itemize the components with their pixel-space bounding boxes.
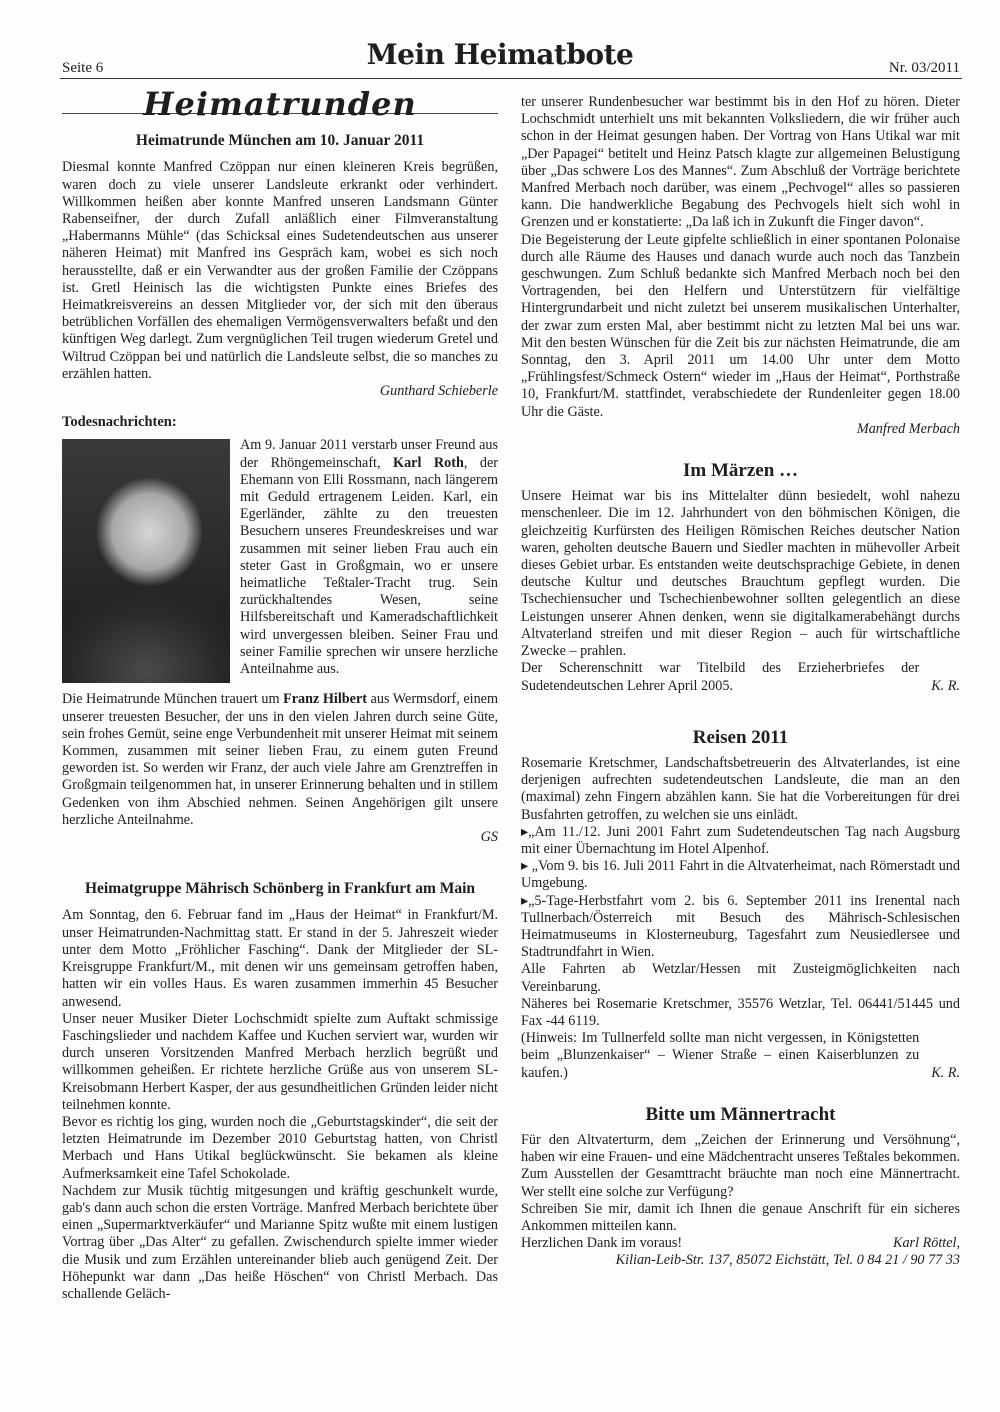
left-column (62, 85, 499, 1303)
obituary-block (62, 437, 498, 683)
signature-row (521, 1030, 960, 1082)
article-paragraph: (Hinweis: Im Tullnerfeld sollte man nicht vergessen, in Königstetten beim „Blunzenkaiser“ – Wiener Straße – einen Kaiserblunzen zu kaufen.) (521, 1030, 920, 1081)
article-heading-tracht: Bitte um Männertracht (645, 1103, 836, 1125)
section-title: Heimatrunden (143, 85, 417, 123)
article-heading-muenchen: Heimatrunde München am 10. Januar 2011 (135, 132, 425, 150)
masthead: Mein Heimatbote (366, 38, 634, 71)
article-paragraph: Schreiben Sie mir, damit ich Ihnen die genaue Anschrift für ein sicheres Ankommen mitteilen kann. (521, 1200, 960, 1234)
signature: Manfred Merbach (856, 420, 960, 437)
portrait-photo (62, 439, 230, 683)
signature-row (521, 660, 960, 694)
signature: Karl Röttel, (893, 1235, 960, 1252)
signature: Gunthard Schieberle (379, 383, 498, 400)
article-paragraph: Die Begeisterung der Leute gipfelte schließlich in einer spontanen Polonaise durch alle Räume des Hauses und danach wurde auch noch das Tanzbein geschwungen. Zum Schluß bedankte sich Manfred Merbach noch bei den Vortragenden, bei den Helfern und Unterstützern für vielfältige Hintergrundarbeit und nicht zuletzt bei unserem musikalischen Unterhalter, der zwar zum ersten Mal, aber bestimmt nicht zu letzten Mal bei uns war. Mit den besten Wünschen für die Zeit bis zur nächsten Heimatrunde, die am Sonntag, den 3. April 2011 um 14.00 Uhr unter dem Motto „Frühlingsfest/Schmeck Ostern“ wieder im „Haus der Heimat“, Porthstraße 10, Frankfurt/M. stattfindet, verabschiedete der Rundenleiter gegen 18.00 Uhr die Gäste. (521, 231, 960, 420)
obituaries-heading: Todesnachrichten: (62, 414, 177, 431)
article-paragraph: Der Scherenschnitt war Titelbild des Erzieherbriefes der Sudetendeutschen Lehrer April 2005. (521, 660, 920, 694)
article-heading-frankfurt: Heimatgruppe Mährisch Schönberg in Frankfurt am Main (84, 880, 476, 898)
signature: GS (480, 829, 498, 846)
page-number: Seite 6 (62, 60, 104, 76)
name-karl-roth: Karl Roth (393, 454, 464, 471)
header-rule (60, 78, 962, 79)
signature-row (521, 1235, 960, 1252)
article-paragraph: Für den Altvaterturm, dem „Zeichen der Erinnerung und Versöhnung“, haben wir eine Frauen- und eine Mädchentracht unseres Teßtales bekommen. Zum Ausstellen der Gesamttracht bräuchte man noch eine Männertracht. Wer stellt eine solche zur Verfügung? (521, 1131, 960, 1200)
article-paragraph: Rosemarie Kretschmer, Landschaftsbetreuerin des Altvaterlandes, ist eine derjenigen aufrechten sudetendeutschen Landsleute, die man an den (maximal) zehn Fingern abzählen kann. Sie hat die Vorbereitungen für drei Busfahrten getroffen, zu welchen sie uns einlädt. (521, 754, 960, 823)
address: Kilian-Leib-Str. 137, 85072 Eichstätt, Tel. 0 84 21 / 90 77 33 (615, 1252, 960, 1269)
article-paragraph: Unsere Heimat war bis ins Mittelalter dünn besiedelt, wohl nahezu menschenleer. Die im 12. Jahrhundert von den böhmischen Königen, die gleichzeitig Kurfürsten des Heiligen Römischen Reiches deutscher Nation waren, geholten deutsche Bauern und Siedler machten in mühevoller Arbeit dieses Gebiet urbar. Es entstanden weite deutschsprachige Gebiete, in denen deutsche Kultur und deutsches Brauchtum gepflegt wurden. Die Tschechiensucher und Tschechienbewohner sollten gelegentlich an diese Leistungen unserer Ahnen denken, wenn sie digitalkamerabehängt durchs Altvaterland streifen und mit dieser Region – auch für wirtschaftliche Zwecke – prahlen. (521, 488, 960, 660)
obituary-hilbert: Die Heimatrunde München trauert um Franz Hilbert aus Wermsdorf, einem unserer treuesten Besucher, der uns in den vielen Jahren durch seine Güte, sein frohes Gemüt, seine enge Verbundenheit mit unserer Heimat mit seinem Kommen, zusammen mit seiner lieben Frau, zu einem guten Freund geworden ist. So werden wir Franz, der auch viele Jahre am Grenztreffen in Großgmain teilgenommen hat, in unserer Erinnerung behalten und in stillem Gedenken von ihm Abschied nehmen. Seinen Angehörigen gilt unsere herzliche Anteilnahme. (62, 691, 499, 828)
obituary-roth: Am 9. Januar 2011 verstarb unser Freund aus der Rhöngemeinschaft, Karl Roth, der Ehemann von Elli Rossmann, nach längerem mit Geduld ertragenem Leiden. Karl, ein Egerländer, zählte zu den treuesten Besuchern unseres Freundeskreises und war zusammen mit seiner lieben Frau auch ein steter Gast in Großgmain, wo er unsere heimatliche Teßtaler-Tracht trug. Sein zurückhaltendes Wesen, seine Hilfsbereitschaft und Kameradschaftlichkeit wird unvergessen bleiben. Seiner Frau und seiner Familie sprechen wir unsere herzliche Anteilnahme aus. (240, 437, 498, 678)
signature: K. R. (931, 1064, 960, 1081)
trip-item: ▸„5-Tage-Herbstfahrt vom 2. bis 6. September 2011 ins Irenental nach Tullnerbach/Österreich mit Besuch des Mährisch-Schlesischen Heimatmuseums in Klosterneuburg, Tagesfahrt zum Neusiedlersee und Stadtrundfahrt in Wien. (521, 892, 960, 961)
issue-number: Nr. 03/2011 (888, 60, 960, 76)
article-heading-reisen: Reisen 2011 (692, 726, 789, 748)
article-paragraph: Nachdem zur Musik tüchtig mitgesungen und kräftig geschunkelt wurde, gab's dann auch schon die ersten Vorträge. Manfred Merbach berichtete über einen „Supermarktverkäufer“ und Marianne Spitz wußte mit einem lustigen Vortrag über „Das Alter“ zu gefallen. Zwischendurch spielte immer wieder die Musik und zum Erzählen untereinander blieb auch genügend Zeit. Der Höhepunkt war dann „Das heiße Höschen“ von Christl Merbach. Das schallende Geläch- (62, 1182, 498, 1302)
article-paragraph: Näheres bei Rosemarie Kretschmer, 35576 Wetzlar, Tel. 06441/51445 und Fax -44 6119. (521, 995, 960, 1029)
signature: K. R. (931, 677, 960, 694)
article-paragraph: ter unserer Rundenbesucher war bestimmt bis in den Hof zu hören. Dieter Lochschmidt unterhielt uns mit bekannten Volksliedern, die wir früher auch schon in der Heimat gesungen haben. Der Vortrag von Hans Utikal war mit „Der Papagei“ betitelt und Heinz Patsch klagte zur allgemeinen Belustigung über „Das schwere Los des Mannes“. Zum Abschluß der Vorträge berichtete Manfred Merbach noch darüber, was einem „Pechvogel“ alles so passieren kann. Die handwerkliche Begabung des Pechvogels hielt sich wohl in Grenzen und er konstatierte: „Da laß ich in Zukunft die Finger davon“. (521, 94, 960, 231)
article-paragraph: Unser neuer Musiker Dieter Lochschmidt spielte zum Auftakt schmissige Faschingslieder und nachdem Kaffee und Kuchen serviert war, wurden wir durch unseren Vorsitzenden Manfred Merbach herzlich begrüßt und willkommen geheißen. Er richtete herzliche Grüße aus von unserem SL-Kreisobmann Herbert Kasper, der aus gesundheitlichen Gründen leider nicht teilnehmen konnte. (62, 1010, 498, 1113)
closing-line: Herzlichen Dank im voraus! (521, 1235, 683, 1252)
right-column (521, 94, 960, 1270)
article-paragraph: Diesmal konnte Manfred Czöppan nur einen kleineren Kreis begrüßen, waren doch zu viele unserer Landsleute erkrankt oder verhindert. Willkommen heißen aber konnte Manfred unseren Landsmann Günter Rabenseifner, der durch Zufall anläßlich einer Filmveranstaltung „Habermanns Mühle“ (das Schicksal eines Sudetendeutschen aus unserer näheren Heimat) mit Manfred ins Gespräch kam, wobei es sich noch herausstellte, daß er ein Verwandter aus der großen Familie der Czöppans ist. Gretl Heinisch las die wichtigsten Punkte eines Briefes des Heimatkreisvereins an dessen Mitglieder vor, der sich mit den überaus betrüblichen Vorfällen des ehemaligen Vermögensverwalters befaßt und den künftigen Weg darlegt. Zum vergnüglichen Teil trugen wiederum Gretel und Wiltrud Czöppan bei und natürlich die Landsleute selbst, die so manches zu erzählen hatten. (62, 159, 498, 382)
article-heading-maerzen: Im Märzen … (682, 460, 799, 482)
article-paragraph: Am Sonntag, den 6. Februar fand im „Haus der Heimat“ in Frankfurt/M. unser Heimatrunden-Nachmittag statt. Er stand in der 5. Jahreszeit wieder unter dem Motto „Fröhlicher Fasching“. Dank der Mitglieder der SL-Kreisgruppe Frankfurt/M., mit denen wir uns gemeinsam getroffen haben, hatten wir ein volles Haus. Es waren zusammen immerhin 45 Besucher anwesend. (62, 907, 498, 1010)
trip-item: ▸ „Vom 9. bis 16. Juli 2011 Fahrt in die Altvaterheimat, nach Römerstadt und Umgebung. (521, 858, 960, 892)
article-paragraph: Bevor es richtig los ging, wurden noch die „Geburtstagskinder“, die seit der letzten Heimatrunde im Dezember 2010 Geburtstag hatten, von Christl Merbach und Hans Utikal beglückwünscht. Sie bekamen als kleine Aufmerksamkeit eine Tafel Schokolade. (62, 1113, 498, 1182)
article-paragraph: Alle Fahrten ab Wetzlar/Hessen mit Zusteigmöglichkeiten nach Vereinbarung. (521, 961, 960, 995)
name-franz-hilbert: Franz Hilbert (283, 691, 367, 708)
trip-item: ▸„Am 11./12. Juni 2001 Fahrt zum Sudetendeutschen Tag nach Augsburg mit einer Übernachtung im Hotel Alpenhof. (521, 823, 960, 857)
